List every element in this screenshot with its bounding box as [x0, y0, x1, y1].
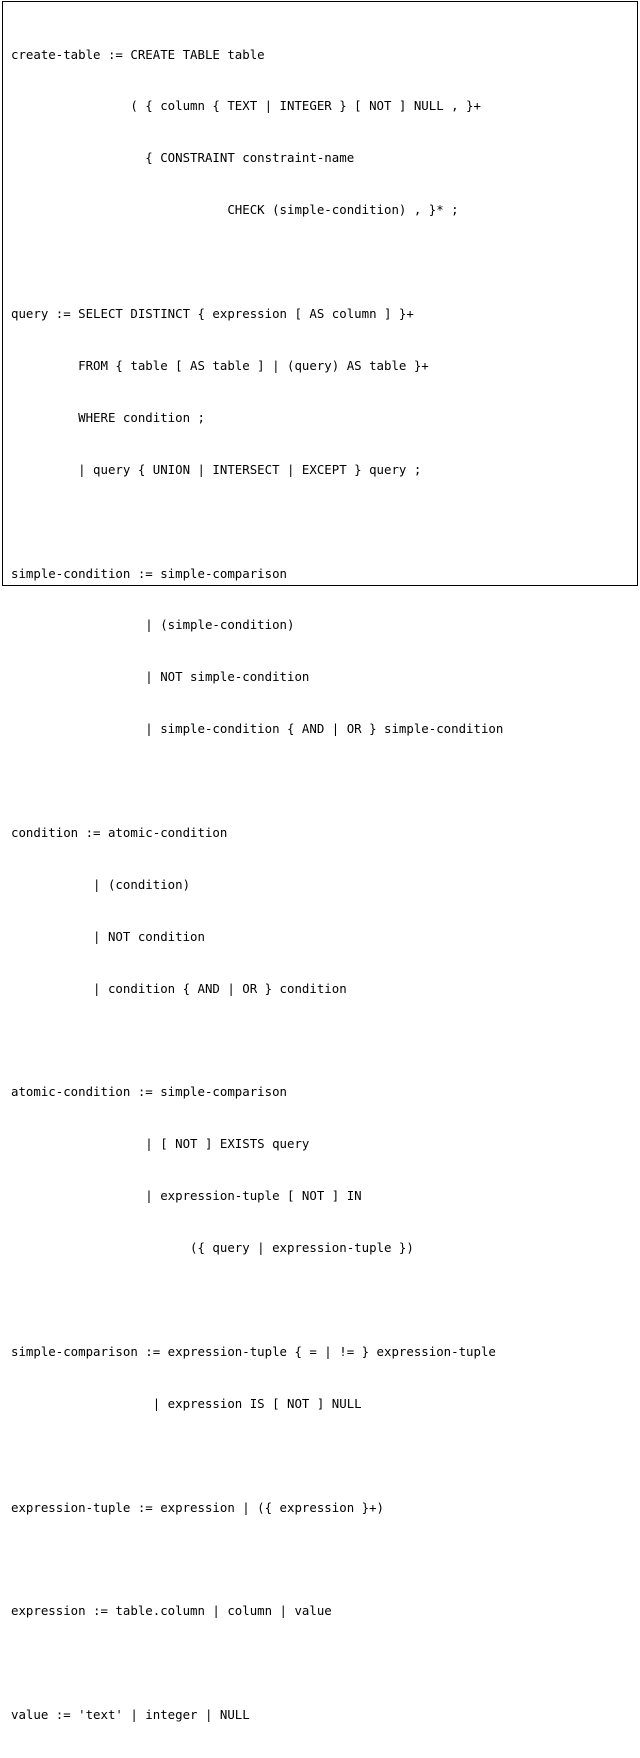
grammar-line: condition := atomic-condition: [11, 824, 228, 840]
grammar-line: | [ NOT ] EXISTS query: [11, 1136, 310, 1152]
grammar-line: expression := table.column | column | value: [11, 1603, 332, 1619]
grammar-line: [11, 772, 503, 789]
grammar-line: [11, 513, 503, 530]
grammar-line: [11, 1447, 503, 1464]
grammar-box: [2, 1, 638, 1723]
grammar-line: [11, 1550, 503, 1567]
grammar-line: create-table := CREATE TABLE table: [11, 46, 265, 62]
grammar-line: atomic-condition := simple-comparison: [11, 1084, 288, 1100]
grammar-line: [11, 1654, 503, 1671]
grammar-listing: [11, 11, 503, 1758]
grammar-line: | condition { AND | OR } condition: [11, 980, 347, 996]
grammar-line: [11, 1291, 503, 1308]
grammar-line: simple-comparison := expression-tuple { = | != } expression-tuple: [11, 1343, 496, 1359]
grammar-line: value := 'text' | integer | NULL: [11, 1707, 250, 1723]
grammar-line: FROM { table [ AS table ] | (query) AS table }+: [11, 357, 429, 373]
grammar-line: { CONSTRAINT constraint-name: [11, 150, 355, 166]
grammar-line: | expression IS [ NOT ] NULL: [11, 1395, 362, 1411]
grammar-line: WHERE condition ;: [11, 409, 205, 425]
grammar-line: | query { UNION | INTERSECT | EXCEPT } query ;: [11, 461, 422, 477]
grammar-line: | (condition): [11, 876, 191, 892]
grammar-line: CHECK (simple-condition) , }* ;: [11, 202, 459, 218]
grammar-line: simple-condition := simple-comparison: [11, 565, 288, 581]
grammar-line: | (simple-condition): [11, 617, 295, 633]
grammar-line: expression-tuple := expression | ({ expression }+): [11, 1499, 384, 1515]
grammar-line: query := SELECT DISTINCT { expression [ AS column ] }+: [11, 306, 414, 322]
grammar-line: | simple-condition { AND | OR } simple-condition: [11, 721, 504, 737]
grammar-line: | NOT condition: [11, 928, 205, 944]
grammar-line: [11, 1032, 503, 1049]
grammar-line: ( { column { TEXT | INTEGER } [ NOT ] NULL , }+: [11, 98, 481, 114]
grammar-line: | NOT simple-condition: [11, 669, 310, 685]
grammar-line: ({ query | expression-tuple }): [11, 1240, 414, 1256]
grammar-line: [11, 253, 503, 270]
grammar-line: | expression-tuple [ NOT ] IN: [11, 1188, 362, 1204]
